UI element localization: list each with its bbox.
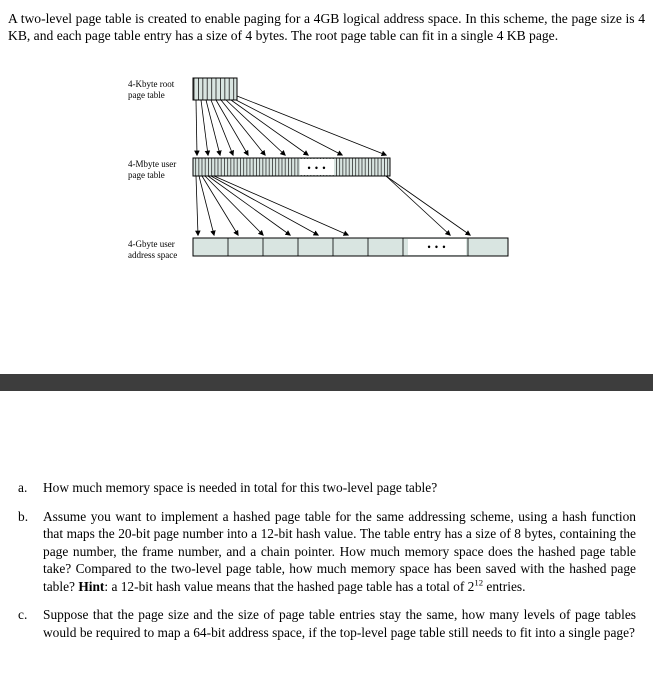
address-space-ellipsis: • • • [427,242,447,252]
question-b-hint-word: Hint [78,578,105,594]
question-b-label: b. [18,508,29,524]
user-table-label: 4-Mbyte user page table [128,159,177,180]
question-b-exponent: 12 [474,577,484,588]
question-a-text: How much memory space is needed in total for this two-level page table? [43,480,438,495]
section-divider-bar [0,374,653,391]
question-c-label: c. [18,607,28,622]
user-to-address-arrows [196,176,470,235]
question-c-text: Suppose that the page size and the size of page table entries stay the same, how many levels of page tables would be required to map a 64-bit address space, if the top-level page table still needs to fit into a single page? [43,607,636,640]
root-table-label: 4-Kbyte root page table [128,79,175,100]
question-b-text: Assume you want to implement a hashed page table for the same addressing scheme, using a hash function that maps the 20-bit page number into a 12-bit hash value. The table entry has a size of 8 bytes, containing the page number, the frame number, and a chain pointer. How much memory space does the hashed page table take? Compared to the two-level page table, how much memory space has been saved with the hashed page table? [43,508,636,594]
diagram-svg [0,76,653,276]
questions-list [18,479,636,652]
user-page-table-box [193,158,390,176]
question-a-label: a. [18,480,28,495]
root-to-user-arrows [196,96,386,155]
question-b [18,508,636,596]
address-space-label: 4-Gbyte user address space [128,239,178,260]
question-b-text-end: entries. [483,578,526,594]
intro-paragraph: A two-level page table is created to enable paging for a 4GB logical address space. In this scheme, the page size is 4 KB, and each page table entry has a size of 4 bytes. The root page table can fit in a single 4 KB page. [8,11,645,43]
question-a [18,479,636,497]
root-page-table-box [193,78,237,100]
page-table-diagram [0,76,653,276]
question-b-text-after-hint: : a 12-bit hash value means that the hashed page table has a total of 2 [104,578,475,594]
user-table-ellipsis: • • • [307,163,327,173]
question-c [18,606,636,641]
